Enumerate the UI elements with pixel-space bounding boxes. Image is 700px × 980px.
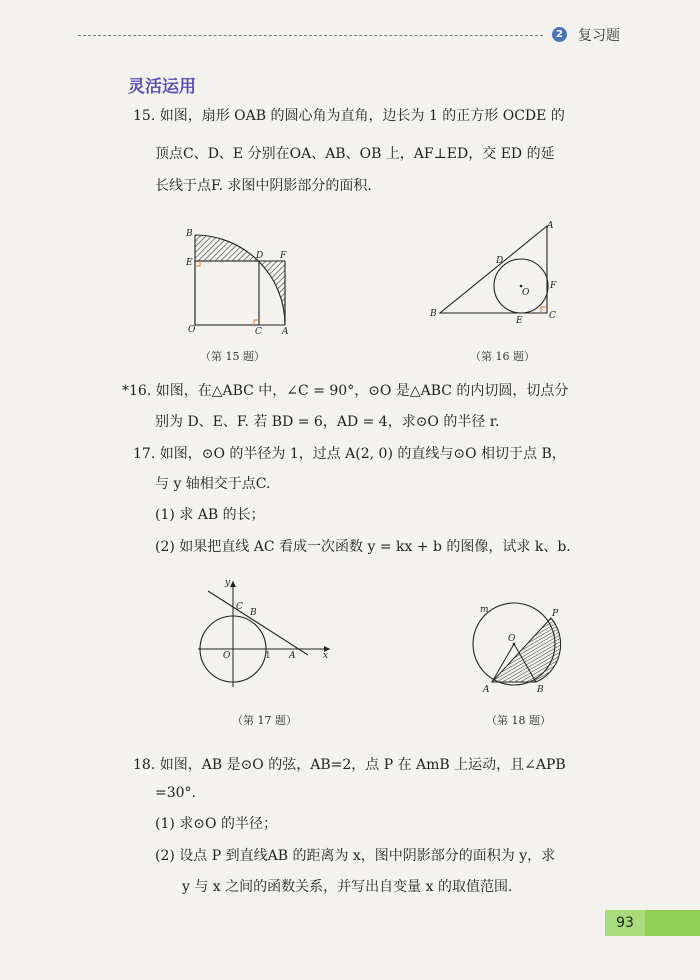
svg-text:C: C	[549, 311, 556, 321]
header-title: 复习题	[578, 28, 620, 44]
problem-16-line-1: *16. 如图，在△ABC 中，∠C = 90°，⊙O 是△ABC 的内切圆，切点分	[122, 383, 569, 399]
problem-18-part-2: (2) 设点 P 到直线AB 的距离为 x，图中阴影部分的面积为 y，求	[155, 848, 556, 864]
page-number: 93	[605, 910, 645, 936]
svg-text:A: A	[282, 327, 289, 337]
svg-text:A: A	[483, 685, 490, 695]
caption-figure-17: （第 17 题）	[232, 714, 297, 727]
svg-text:O: O	[223, 651, 231, 661]
problem-15-line-1: 15. 如图，扇形 OAB 的圆心角为直角，边长为 1 的正方形 OCDE 的	[133, 108, 565, 124]
svg-text:A: A	[547, 221, 554, 231]
svg-text:O: O	[522, 288, 530, 298]
problem-18-part-3: y 与 x 之间的函数关系，并写出自变量 x 的取值范围.	[182, 879, 513, 895]
caption-figure-16: （第 16 题）	[470, 350, 535, 363]
svg-text:D: D	[256, 251, 264, 261]
svg-text:D: D	[496, 256, 504, 266]
svg-text:E: E	[186, 258, 193, 268]
svg-text:m: m	[480, 605, 489, 615]
problem-17-part-2: (2) 如果把直线 AC 看成一次函数 y = kx + b 的图像，试求 k、b.	[155, 539, 571, 555]
svg-text:C: C	[236, 602, 243, 612]
svg-text:y: y	[225, 578, 231, 588]
svg-text:C: C	[255, 327, 262, 337]
problem-16-line-2: 别为 D、E、F. 若 BD = 6，AD = 4，求⊙O 的半径 r.	[155, 414, 500, 430]
svg-text:A: A	[289, 651, 296, 661]
chapter-badge: 2	[552, 27, 567, 42]
caption-figure-18: （第 18 题）	[486, 714, 551, 727]
svg-text:1: 1	[265, 651, 271, 661]
svg-text:E: E	[516, 316, 523, 326]
problem-17-line-1: 17. 如图，⊙O 的半径为 1，过点 A(2, 0) 的直线与⊙O 相切于点 B，	[133, 446, 566, 462]
svg-text:B: B	[186, 229, 193, 239]
problem-17-part-1: (1) 求 AB 的长；	[155, 507, 265, 523]
problem-18-line-1: 18. 如图，AB 是⊙O 的弦，AB=2，点 P 在 AmB 上运动，且∠APB	[133, 757, 566, 773]
svg-text:F: F	[280, 251, 287, 261]
shaded-region-right	[259, 261, 285, 325]
svg-text:P: P	[552, 609, 559, 619]
caption-figure-15: （第 15 题）	[200, 350, 265, 363]
problem-18-line-2: =30°.	[155, 785, 196, 801]
svg-text:O: O	[508, 634, 516, 644]
section-title: 灵活运用	[128, 77, 196, 97]
svg-text:O: O	[188, 325, 196, 335]
problem-15-line-3: 长线于点F. 求图中阴影部分的面积.	[155, 178, 372, 194]
svg-text:B: B	[250, 608, 257, 618]
problem-15-line-2: 顶点C、D、E 分别在OA、AB、OB 上，AF⊥ED，交 ED 的延	[155, 146, 555, 162]
header-divider	[78, 35, 543, 36]
svg-text:B: B	[430, 309, 437, 319]
problem-17-line-2: 与 y 轴相交于点C.	[155, 476, 271, 492]
svg-text:F: F	[550, 281, 557, 291]
figure-17	[190, 575, 335, 690]
problem-18-part-1: (1) 求⊙O 的半径；	[155, 816, 277, 832]
figure-15	[180, 222, 295, 337]
svg-text:B: B	[537, 685, 544, 695]
figure-18	[470, 600, 570, 700]
figure-16	[425, 218, 565, 333]
shaded-region-top	[195, 235, 259, 261]
svg-text:x: x	[323, 651, 329, 661]
